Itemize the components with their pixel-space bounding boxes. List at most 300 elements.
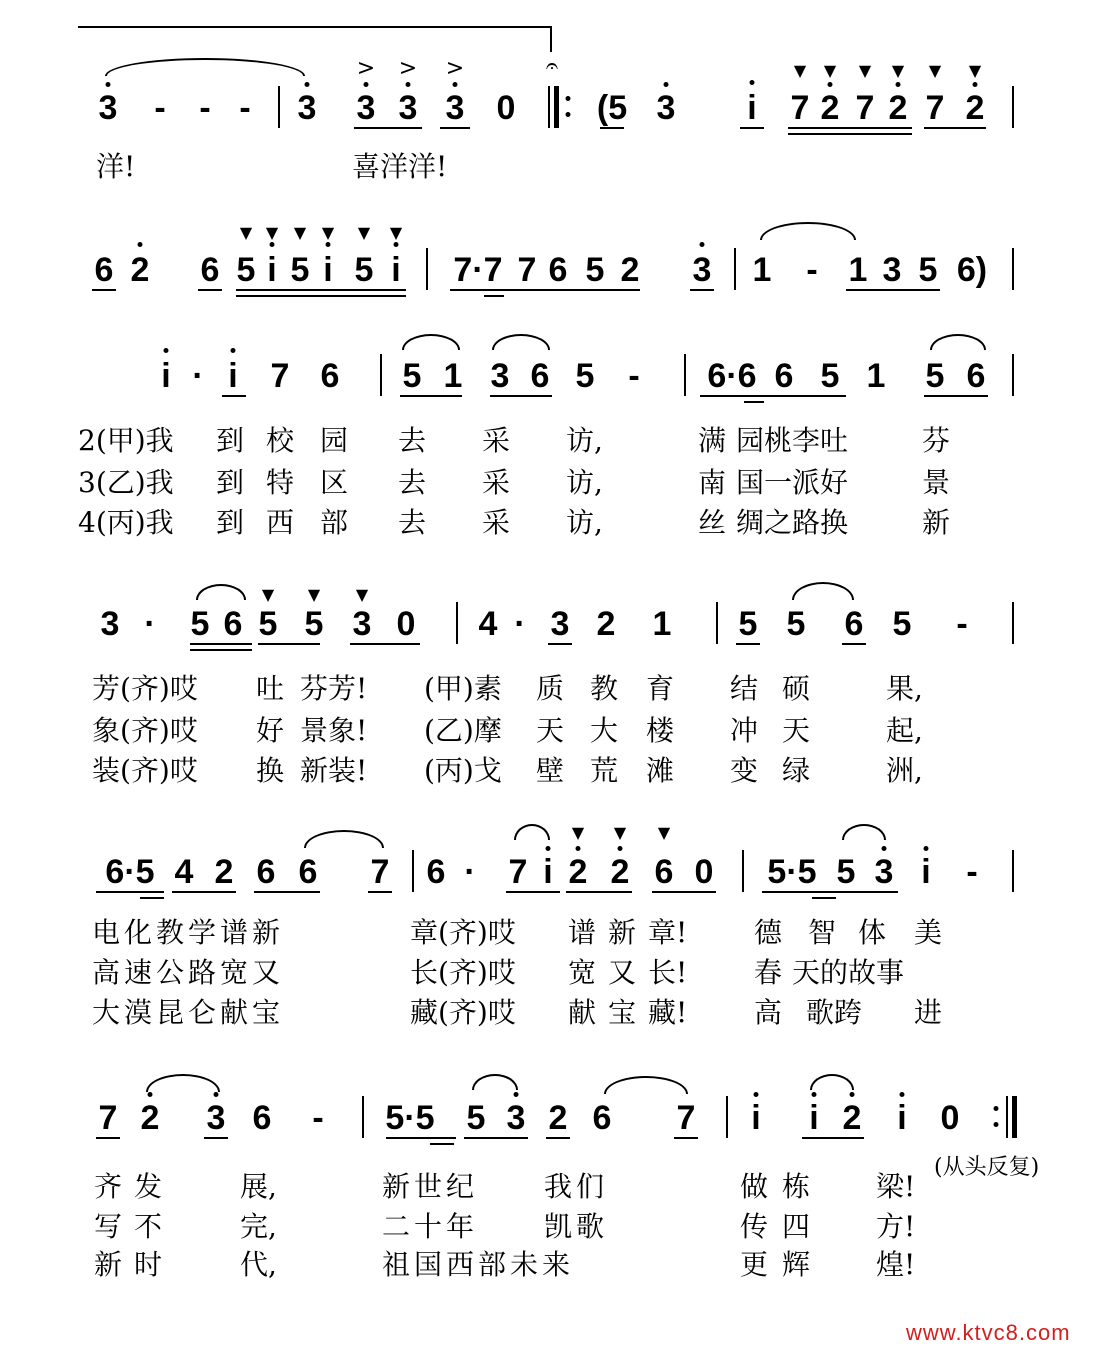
repeat-barline-thick: [554, 86, 559, 128]
lyric-text: 象(齐)哎: [92, 714, 198, 747]
lyric-text: 去: [398, 466, 427, 499]
lyric-text: 园: [320, 424, 349, 457]
lyric-text: 芬芳!: [300, 672, 368, 705]
lyric-text: 藏!: [648, 996, 688, 1029]
lyric-text: 国一派好: [736, 466, 849, 499]
note: i: [543, 853, 553, 891]
lyric-text: 新装!: [300, 754, 368, 787]
lyrics-line: [0, 714, 1112, 748]
lyric-text: 换: [256, 754, 285, 787]
note: 7: [855, 89, 875, 127]
note: 7: [790, 89, 810, 127]
slur: [492, 334, 550, 350]
lyric-text: 长!: [648, 956, 688, 989]
site-watermark: www.ktvc8.com: [906, 1320, 1071, 1345]
underline: [490, 395, 552, 397]
staccato-mark: ▼: [928, 61, 942, 80]
lyric-text: 教: [590, 672, 619, 705]
underline: [788, 133, 912, 135]
underline: [198, 289, 222, 291]
octave-dot: [900, 1092, 905, 1097]
staccato-mark: ▼: [265, 223, 279, 242]
note: 2: [214, 853, 234, 891]
repeat-dot: [994, 1122, 999, 1127]
score-row-4: [0, 604, 1112, 644]
lyric-text: 芳(齐)哎: [92, 672, 198, 705]
underline: [400, 395, 462, 397]
note: 3: [692, 251, 712, 289]
lyric-text: (乙)摩: [424, 714, 502, 747]
note: 6: [200, 251, 220, 289]
note: 6: [530, 357, 550, 395]
lyric-text: 质: [536, 672, 565, 705]
underline: [350, 643, 420, 645]
underline: [172, 891, 236, 893]
staccato-mark: ▼: [823, 61, 837, 80]
note: 2: [820, 89, 840, 127]
underline: [566, 891, 632, 893]
slur: [842, 824, 886, 840]
octave-dot: [882, 846, 887, 851]
underline: [842, 643, 866, 645]
lyric-text: 大: [590, 714, 619, 747]
note: 7: [370, 853, 390, 891]
slur: [146, 1074, 220, 1092]
staccato-mark: ▼: [261, 585, 275, 604]
lyric-text: 访,: [566, 506, 603, 539]
repeat-dot: [566, 96, 571, 101]
note: 6: [298, 853, 318, 891]
note: 2: [568, 853, 588, 891]
lyric-text: 新: [608, 916, 637, 949]
staccato-mark: ▼: [389, 223, 403, 242]
note: i: [267, 251, 277, 289]
octave-dot: [406, 82, 411, 87]
note: 5: [304, 605, 324, 643]
note: 6): [956, 251, 988, 289]
note: 3: [98, 89, 118, 127]
note: 1: [848, 251, 868, 289]
note: 5: [354, 251, 374, 289]
note: 3: [100, 605, 120, 643]
lyric-text: 硕: [782, 672, 811, 705]
note: 6: [592, 1099, 612, 1137]
note: 7: [676, 1099, 696, 1137]
slur: [604, 1076, 688, 1094]
underline: [924, 127, 986, 129]
lyric-text: 装(齐)哎: [92, 754, 198, 787]
lyric-text: 景: [922, 466, 951, 499]
note: ·: [464, 853, 476, 891]
note: 3: [506, 1099, 526, 1137]
lyric-text: 二十年: [382, 1210, 479, 1243]
lyric-text: 绸之路换: [736, 506, 849, 539]
note: 3: [874, 853, 894, 891]
staccato-mark: ▼: [858, 61, 872, 80]
underline: [924, 395, 988, 397]
lyric-text: 洲,: [886, 754, 923, 787]
underline: [846, 289, 940, 291]
underline: [386, 1137, 456, 1139]
lyric-text: 长(齐)哎: [410, 956, 516, 989]
lyric-text: 壁: [536, 754, 565, 787]
underline: [140, 897, 164, 899]
barline: [412, 850, 414, 892]
staccato-mark: ▼: [613, 823, 627, 842]
note: 6: [426, 853, 446, 891]
lyric-text: 我们: [544, 1170, 609, 1203]
octave-dot: [812, 1092, 817, 1097]
note: -: [312, 1099, 324, 1137]
underline: [600, 127, 624, 129]
note: 5: [786, 605, 806, 643]
note: 5: [575, 357, 595, 395]
repeat-instruction: (从头反复): [934, 1155, 1040, 1180]
lyric-text: 满: [698, 424, 727, 457]
barline: [726, 1096, 728, 1138]
underline: [254, 891, 320, 893]
lyric-text: 到: [216, 506, 245, 539]
note: 5: [466, 1099, 486, 1137]
staccato-mark: ▼: [793, 61, 807, 80]
octave-dot: [364, 82, 369, 87]
lyric-text: 藏(齐)哎: [410, 996, 516, 1029]
note: 3: [206, 1099, 226, 1137]
note: 0: [940, 1099, 960, 1137]
lyric-text: 去: [398, 424, 427, 457]
octave-dot: [754, 1092, 759, 1097]
end-barline-thick: [1012, 1096, 1017, 1138]
slur: [402, 334, 460, 350]
note: 5·5: [767, 853, 817, 891]
note: 5: [925, 357, 945, 395]
lyrics-line: [0, 424, 1112, 458]
lyric-text: 方!: [876, 1210, 916, 1243]
underline: [236, 289, 406, 291]
staccato-mark: ▼: [239, 223, 253, 242]
lyric-text: 访,: [566, 424, 603, 457]
lyric-text: 献: [568, 996, 597, 1029]
underline: [190, 649, 252, 651]
lyric-text: 喜洋洋!: [352, 150, 448, 183]
slur: [196, 584, 246, 600]
note: 1: [866, 357, 886, 395]
note: 6: [320, 357, 340, 395]
underline: [368, 891, 392, 893]
lyric-text: 煌!: [876, 1248, 916, 1281]
underline: [96, 891, 164, 893]
octave-dot: [138, 242, 143, 247]
note: -: [239, 89, 251, 127]
lyrics-line: [0, 956, 1112, 990]
underline: [802, 1137, 864, 1139]
staccato-mark: ▼: [357, 223, 371, 242]
lyrics-line: [0, 996, 1112, 1030]
lyric-text: 4(丙)我: [78, 506, 174, 539]
octave-dot: [828, 82, 833, 87]
lyric-text: 德: [754, 916, 783, 949]
note: 5: [820, 357, 840, 395]
barline: [716, 602, 718, 644]
lyric-text: 智: [808, 916, 837, 949]
octave-dot: [850, 1092, 855, 1097]
lyric-text: 区: [320, 466, 349, 499]
lyric-text: 展,: [240, 1170, 277, 1203]
note: -: [966, 853, 978, 891]
lyric-text: 美: [914, 916, 943, 949]
lyrics-line: [0, 672, 1112, 706]
lyric-text: 南: [698, 466, 727, 499]
underline: [222, 395, 246, 397]
lyric-text: 新: [922, 506, 951, 539]
note: 6: [844, 605, 864, 643]
note: i: [809, 1099, 819, 1137]
barline: [456, 602, 458, 644]
lyric-text: 更辉: [740, 1248, 825, 1281]
staccato-mark: ▼: [657, 823, 671, 842]
note: 0: [396, 605, 416, 643]
staccato-mark: ▼: [571, 823, 585, 842]
note: 0: [496, 89, 516, 127]
slur: [472, 1074, 518, 1090]
lyric-text: 写不: [94, 1210, 175, 1243]
staccato-mark: ▼: [968, 61, 982, 80]
score-row-5: [0, 852, 1112, 892]
note: 6: [548, 251, 568, 289]
slur: [792, 582, 854, 600]
slur: [760, 222, 856, 240]
underline: [700, 395, 846, 397]
note: 2: [620, 251, 640, 289]
note: -: [628, 357, 640, 395]
staccato-mark: ▼: [293, 223, 307, 242]
barline: [1012, 248, 1014, 290]
lyrics-line: [0, 506, 1112, 540]
note: 4: [174, 853, 194, 891]
lyric-text: 凯歌: [544, 1210, 609, 1243]
barline: [734, 248, 736, 290]
lyric-text: 3(乙)我: [78, 466, 174, 499]
lyric-text: 采: [482, 466, 511, 499]
lyric-text: 好: [256, 714, 285, 747]
note: 6: [252, 1099, 272, 1137]
note: -: [199, 89, 211, 127]
barline: [684, 354, 686, 396]
lyric-text: 景象!: [300, 714, 368, 747]
lyric-text: 绿: [782, 754, 811, 787]
underline: [762, 891, 898, 893]
lyric-text: 采: [482, 506, 511, 539]
octave-dot: [700, 242, 705, 247]
lyric-text: 电化教学谱新: [92, 916, 285, 949]
lyric-text: 天: [536, 714, 565, 747]
note: 4: [478, 605, 498, 643]
lyric-text: 滩: [646, 754, 675, 787]
underline: [440, 127, 470, 129]
note: 6·6: [707, 357, 757, 395]
lyric-text: 特: [266, 466, 295, 499]
lyric-text: 冲: [730, 714, 759, 747]
lyric-text: 去: [398, 506, 427, 539]
underline: [548, 643, 572, 645]
underline: [736, 643, 760, 645]
staccato-mark: ▼: [307, 585, 321, 604]
note: 6: [774, 357, 794, 395]
accent-mark: >: [356, 56, 376, 81]
barline: [1012, 354, 1014, 396]
staccato-mark: ▼: [355, 585, 369, 604]
note: 2: [548, 1099, 568, 1137]
note: 3: [656, 89, 676, 127]
underline: [484, 295, 504, 297]
lyric-text: 春: [754, 956, 783, 989]
slur: [304, 830, 384, 848]
note: 2: [965, 89, 985, 127]
lyric-text: 新时: [94, 1248, 175, 1281]
note: i: [747, 89, 757, 127]
lyrics-line: [0, 1170, 1112, 1204]
lyric-text: 结: [730, 672, 759, 705]
lyric-text: 歌跨: [806, 996, 863, 1029]
note: 6·5: [105, 853, 155, 891]
octave-dot: [164, 348, 169, 353]
repeat-barline-thin: [548, 86, 550, 128]
note: i: [161, 357, 171, 395]
octave-dot: [214, 1092, 219, 1097]
staccato-mark: ▼: [891, 61, 905, 80]
octave-dot: [576, 846, 581, 851]
lyric-text: 变: [730, 754, 759, 787]
barline: [362, 1096, 364, 1138]
note: (5: [596, 89, 628, 127]
note: 6: [654, 853, 674, 891]
barline: [380, 354, 382, 396]
underline: [546, 1137, 570, 1139]
underline: [190, 643, 252, 645]
lyric-text: 部: [320, 506, 349, 539]
underline: [506, 891, 560, 893]
octave-dot: [305, 82, 310, 87]
lyric-text: 祖国西部未来: [382, 1248, 575, 1281]
lyrics-line: [0, 150, 1112, 184]
lyric-text: 宝: [608, 996, 637, 1029]
lyrics-line: [0, 754, 1112, 788]
barline: [1012, 602, 1014, 644]
note: 3: [882, 251, 902, 289]
lyric-text: 到: [216, 466, 245, 499]
note: 5·5: [385, 1099, 435, 1137]
lyric-text: 体: [858, 916, 887, 949]
end-barline-thin: [1006, 1096, 1008, 1138]
note: 2: [610, 853, 630, 891]
lyric-text: 宽: [568, 956, 597, 989]
octave-dot: [896, 82, 901, 87]
lyric-text: 梁!: [876, 1170, 916, 1203]
note: 6: [94, 251, 114, 289]
octave-dot: [514, 1092, 519, 1097]
lyric-text: 做栋: [740, 1170, 825, 1203]
note: i: [391, 251, 401, 289]
note: 1: [752, 251, 772, 289]
barline: [1012, 850, 1014, 892]
underline: [740, 127, 764, 129]
lyric-text: 荒: [590, 754, 619, 787]
note: 1: [443, 357, 463, 395]
repeat-dot: [566, 112, 571, 117]
note: 3: [550, 605, 570, 643]
lyric-text: 天的故事: [792, 956, 905, 989]
lyric-text: 齐发: [94, 1170, 175, 1203]
lyrics-line: [0, 1210, 1112, 1244]
lyric-text: 高: [754, 996, 783, 1029]
note: ·: [192, 357, 204, 395]
note: 5: [236, 251, 256, 289]
underline: [464, 1137, 528, 1139]
note: 2: [140, 1099, 160, 1137]
underline: [96, 1137, 120, 1139]
lyric-text: 传四: [740, 1210, 825, 1243]
note: i: [751, 1099, 761, 1137]
lyric-text: 吐: [256, 672, 285, 705]
lyric-text: 2(甲)我: [78, 424, 174, 457]
note: 5: [892, 605, 912, 643]
underline: [204, 1137, 228, 1139]
lyric-text: 进: [914, 996, 943, 1029]
underline: [652, 891, 716, 893]
lyric-text: 芬: [922, 424, 951, 457]
note: 2: [596, 605, 616, 643]
octave-dot: [750, 80, 755, 85]
note: 7: [270, 357, 290, 395]
note: 2: [130, 251, 150, 289]
lyric-text: 园桃李吐: [736, 424, 849, 457]
barline: [742, 850, 744, 892]
lyric-text: 到: [216, 424, 245, 457]
barline: [278, 86, 280, 128]
note: 2: [888, 89, 908, 127]
octave-dot: [106, 82, 111, 87]
note: i: [921, 853, 931, 891]
lyric-text: 丝: [698, 506, 727, 539]
underline: [690, 289, 714, 291]
slur: [514, 824, 550, 840]
slur: [105, 58, 305, 76]
lyric-text: 高速公路宽又: [92, 956, 285, 989]
note: 1: [652, 605, 672, 643]
note: 3: [490, 357, 510, 395]
octave-dot: [546, 846, 551, 851]
note: 7·7: [453, 251, 503, 289]
note: 7: [517, 251, 537, 289]
lyric-text: 代,: [240, 1248, 277, 1281]
note: 7: [98, 1099, 118, 1137]
lyric-text: 校: [266, 424, 295, 457]
note: 5: [290, 251, 310, 289]
slur: [810, 1074, 854, 1090]
note: 3: [352, 605, 372, 643]
lyric-text: (甲)素: [424, 672, 502, 705]
underline: [258, 643, 320, 645]
lyric-text: 果,: [886, 672, 923, 705]
note: 5: [918, 251, 938, 289]
lyric-text: 访,: [566, 466, 603, 499]
note: 5: [258, 605, 278, 643]
note: 5: [585, 251, 605, 289]
top-bracket-end: [550, 26, 552, 52]
accent-mark: >: [398, 56, 418, 81]
octave-dot: [231, 348, 236, 353]
note: 6: [966, 357, 986, 395]
